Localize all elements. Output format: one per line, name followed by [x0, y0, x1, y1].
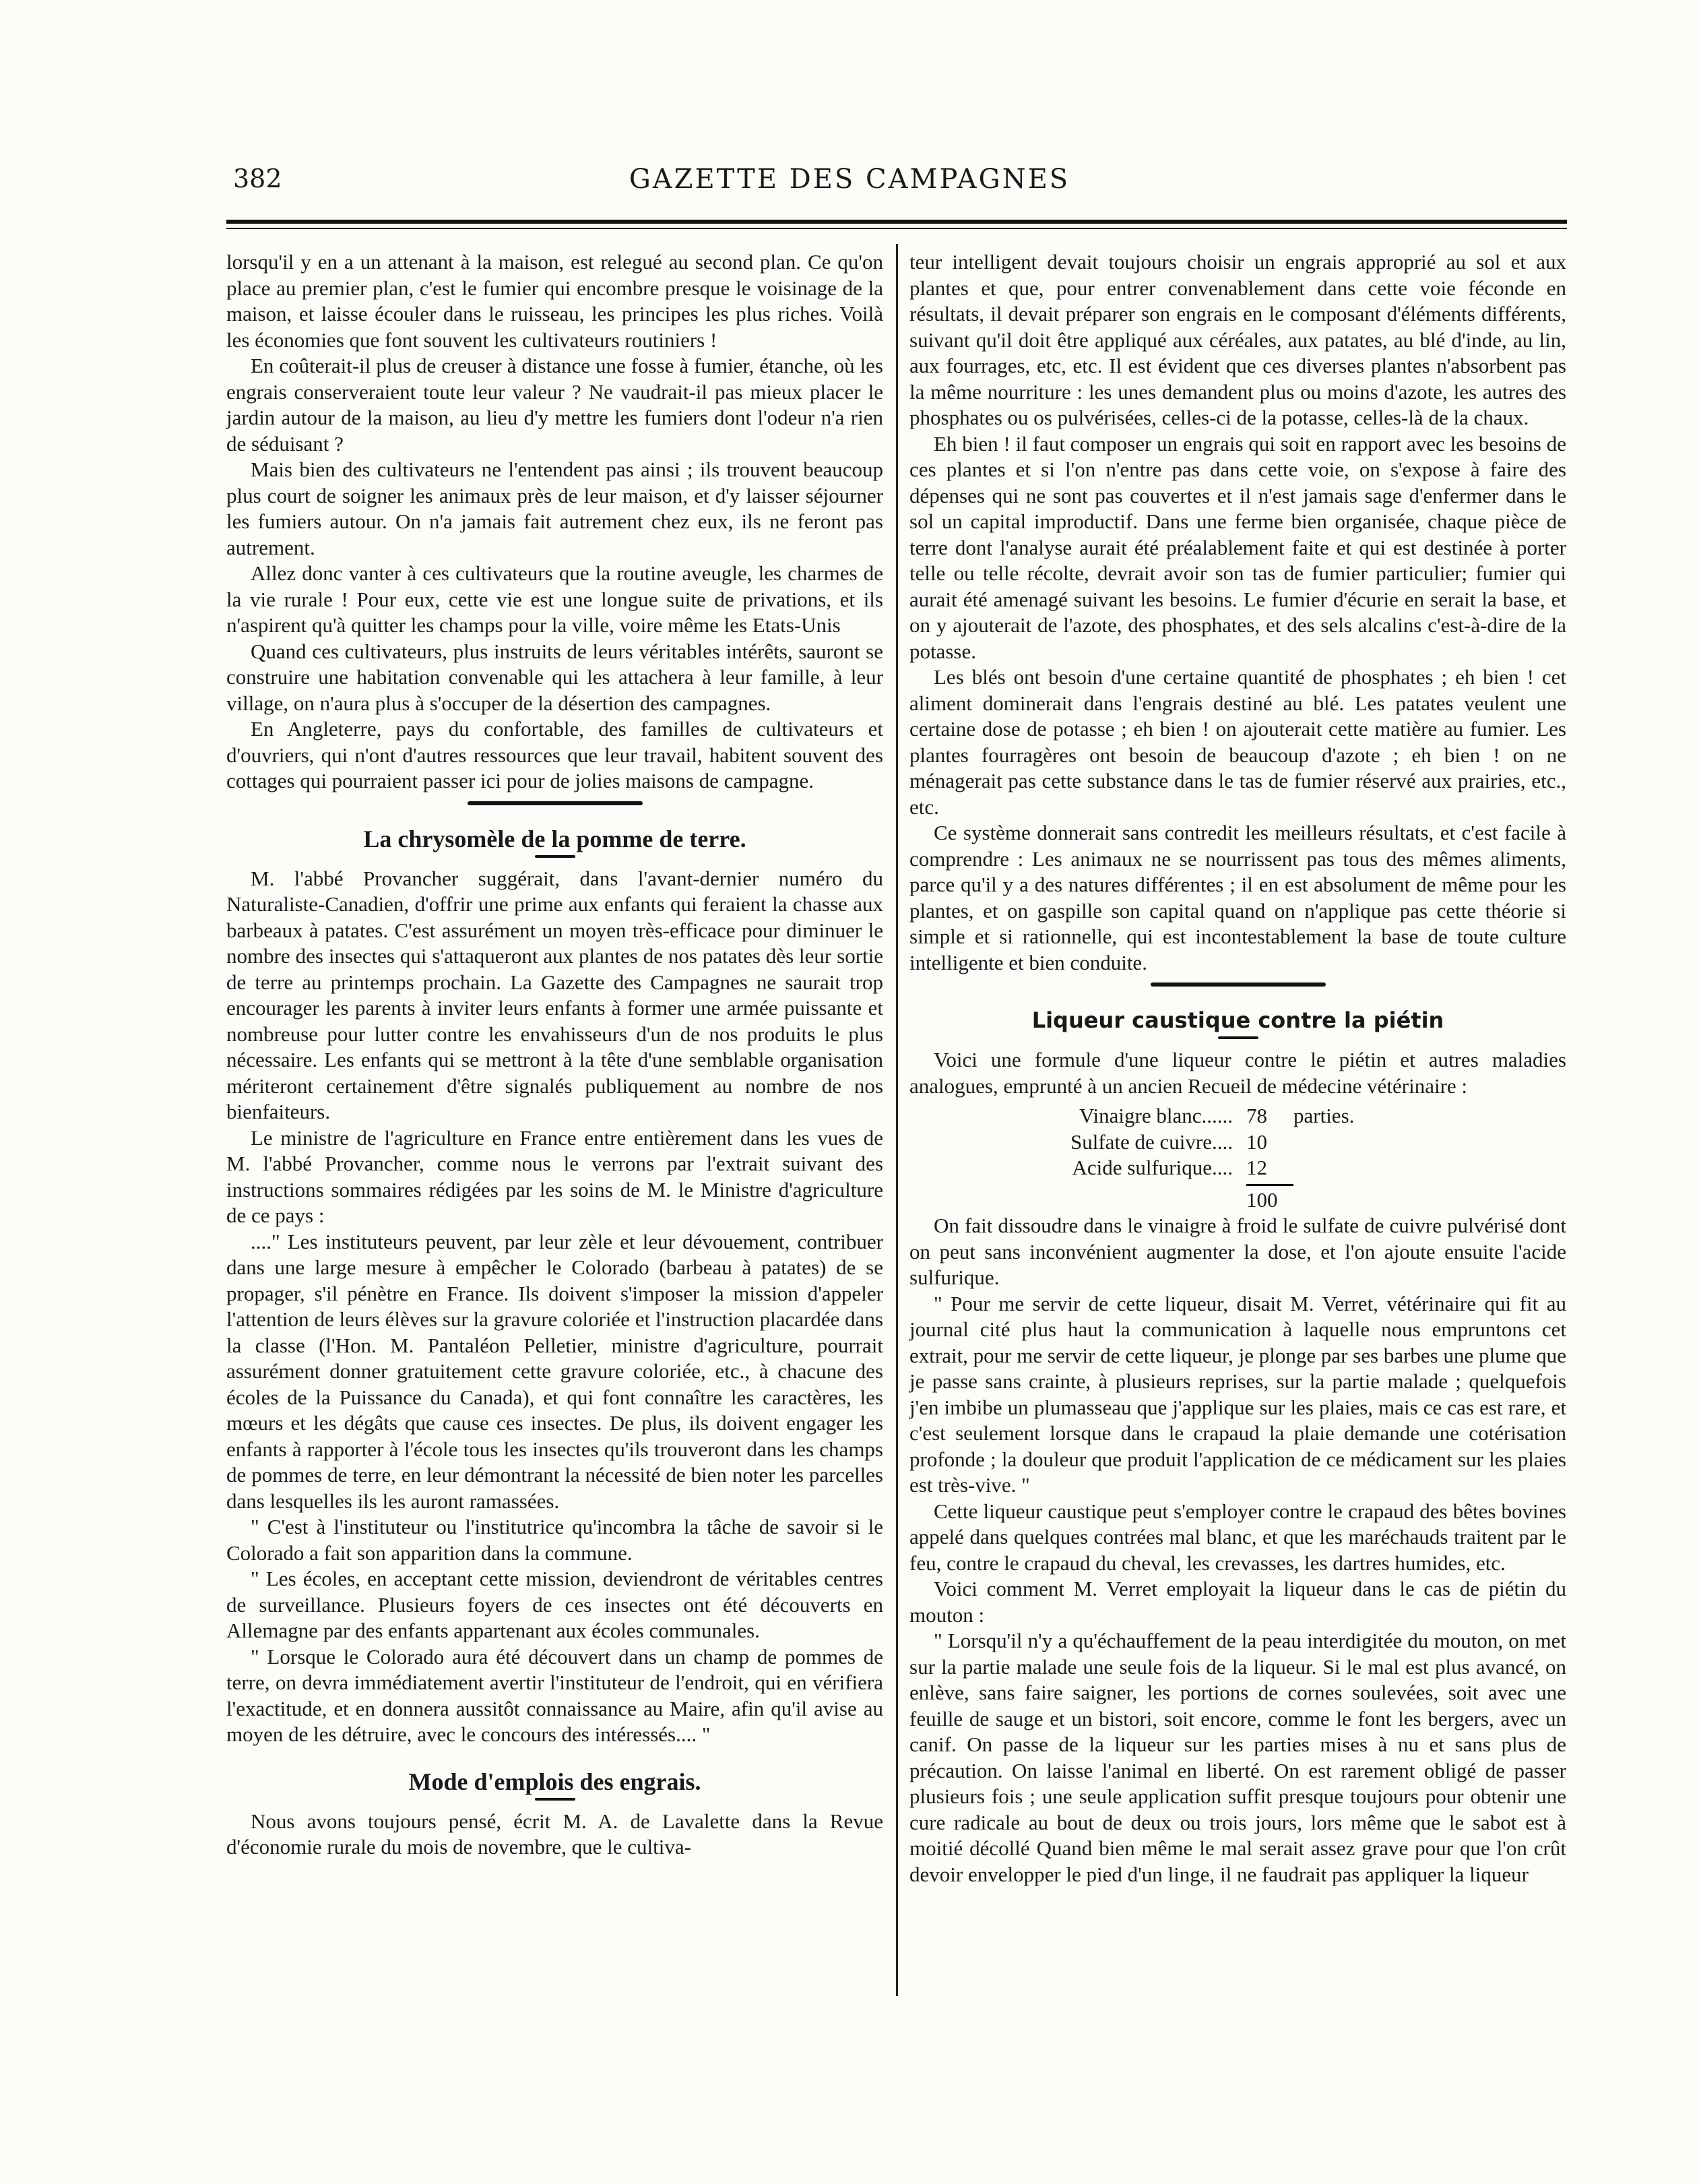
paragraph: En Angleterre, pays du confortable, des familles de cultivateurs et d'ouvriers, qui n'ont d'autres ressources que leur travail, habitent souvent des cottages qui pourraient passer ici pour de jolies maisons de campagne.: [226, 717, 883, 792]
paragraph: M. l'abbé Provancher suggérait, dans l'avant-dernier numéro du Naturaliste-Canadien, d'offrir une prime aux enfants qui feraient la chasse aux barbeaux à patates. C'est assurément un moyen très-efficace pour diminuer le nombre des insectes qui s'attaqueront aux plantes de nos patates dès leur sortie de terre au printemps prochain. La Gazette des Campagnes ne saurait trop encourager les parents à inviter leurs enfants à former une armée puissante et nombreuse pour lutter contre les envahisseurs d'un de nos produits le plus nécessaire. Les enfants qui se mettront à la tête d'une semblable organisation mériteront certainement d'être signalés publiquement au nombre de nos bienfaiteurs.: [226, 866, 883, 1123]
recipe-ingredient: Sulfate de cuivre....: [1070, 1129, 1233, 1154]
recipe-total: 100: [1246, 1187, 1278, 1212]
paragraph: Voici une formule d'une liqueur contre le piétin et autres maladies analogues, emprunté à un ancien Recueil de médecine vétérinaire :: [909, 1048, 1566, 1098]
recipe-quantity: 12: [1246, 1156, 1267, 1179]
left-column: [226, 249, 883, 1861]
recipe-quantity: 10: [1246, 1129, 1267, 1154]
column-divider: [896, 244, 898, 1996]
paragraph: " Pour me servir de cette liqueur, disait M. Verret, vétérinaire qui fit au journal cité plus haut la communication à laquelle nous empruntons cet extrait, pour me servir de cette liqueur, je plonge par ses barbes une plume que je passe sans crainte, à plusieurs reprises, sur la partie malade ; quelquefois j'en imbibe un plumasseau que j'applique sur les plaies, mais ce cas est rare, et c'est seulement lorsque dans le crapaud la plaie demande une cotérisation profonde ; la douleur que produit l'application de ce médicament sur les plaies est très-vive. ": [909, 1291, 1566, 1497]
recipe-row: [1044, 1129, 1408, 1156]
ornament-rule: [535, 1798, 575, 1801]
right-column: [909, 249, 1566, 1887]
paragraph: Ce système donnerait sans contredit les meilleurs résultats, et c'est facile à comprendre : Les animaux ne se nourrissent pas tous des mêmes aliments, parce qu'il y a des natures différentes ; il en est absolument de même pour les plantes, et on gaspille son capital quand on n'applique pas cette théorie si simple et si rationnelle, qui est incontestablement la base de toute culture intelligente et bien conduite.: [909, 821, 1566, 974]
ornament-rule: [535, 855, 575, 858]
recipe-row: [1044, 1103, 1408, 1129]
paragraph: Les blés ont besoin d'une certaine quantité de phosphates ; eh bien ! cet aliment dominerait dans l'engrais destiné au blé. Les patates veulent une certaine dose de potasse ; eh bien ! on ajouterait cette matière au fumier. Les plantes fourragères ont besoin de beaucoup d'azote ; eh bien ! on ne ménagerait pas cette substance dans le tas de fumier réservé aux prairies, etc., etc.: [909, 665, 1566, 819]
paragraph: lorsqu'il y en a un attenant à la maison, est relegué au second plan. Ce qu'on place au premier plan, c'est le fumier qui encombre presque le voisinage de la maison, et laisse écouler dans le ruisseau, les principes les plus riches. Voilà les économies que font souvent les cultivateurs routiniers !: [226, 250, 883, 352]
paragraph: Le ministre de l'agriculture en France entre entièrement dans les vues de M. l'abbé Provancher, comme nous le verrons par l'extrait suivant des instructions sommaires rédigées par les soins de M. le Ministre d'agriculture de ce pays :: [226, 1125, 883, 1227]
paragraph: Mais bien des cultivateurs ne l'entendent pas ainsi ; ils trouvent beaucoup plus court de soigner les animaux près de leur maison, et d'y laisser séjourner les fumiers autour. On n'a jamais fait autrement chez eux, ils ne feront pas autrement.: [226, 458, 883, 559]
page-number: 382: [233, 164, 282, 193]
article-title-engrais: Mode d'emplois des engrais.: [408, 1768, 701, 1795]
recipe-table: [1044, 1103, 1408, 1213]
ornament-rule: [468, 801, 643, 805]
recipe-row: [1044, 1155, 1408, 1181]
paragraph: Cette liqueur caustique peut s'employer contre le crapaud des bêtes bovines appelé dans quelques contrées mal blanc, et que les maréchauds traitent par le feu, contre le crapaud du cheval, les crevasses, les dartres humides, etc.: [909, 1499, 1566, 1575]
paragraph: teur intelligent devait toujours choisir un engrais approprié au sol et aux plantes et que, pour entrer convenablement dans cette voie féconde en résultats, il devait préparer son engrais en le composant d'éléments différents, suivant qu'il doit être appliqué aux céréales, aux patates, au blé d'inde, au lin, aux fourrages, etc, etc. Il est évident que ces diverses plantes n'absorbent pas la même nourriture : les unes demandent plus ou moins d'azote, les autres des phosphates ou os pulvérisées, celles-ci de la potasse, celles-là de la chaux.: [909, 250, 1566, 429]
paragraph: On fait dissoudre dans le vinaigre à froid le sulfate de cuivre pulvérisé dont on peut sans inconvénient augmenter la dose, et l'on ajoute ensuite l'acide sulfurique.: [909, 1214, 1566, 1289]
paragraph: Eh bien ! il faut composer un engrais qui soit en rapport avec les besoins de ces plantes et si l'on n'entre pas dans cette voie, on s'expose à faire des dépenses qui ne sont pas couvertes et il n'est jamais sage d'enfermer dans le sol un capital improductif. Dans une ferme bien organisée, chaque pièce de terre dont l'analyse aurait été préalablement faite et qui est destinée à porter telle ou telle récolte, devrait avoir son tas de fumier particulier; fumier qui aurait été amenagé suivant les besoins. Le fumier d'écurie en serait la base, et on y ajouterait de l'azote, des phosphates, et des sels alcalins c'est-à-dire de la potasse.: [909, 431, 1566, 663]
recipe-quantity: 78: [1246, 1104, 1267, 1127]
article-title-liqueur: Liqueur caustique contre la piétin: [1031, 1007, 1444, 1033]
ornament-rule: [1218, 1036, 1258, 1039]
paragraph: " C'est à l'instituteur ou l'institutrice qu'incombra la tâche de savoir si le Colorado a fait son apparition dans la commune.: [226, 1515, 883, 1565]
recipe-total-rule: [1246, 1184, 1293, 1186]
paragraph: " Lorsqu'il n'y a qu'échauffement de la peau interdigitée du mouton, on met sur la partie malade une seule fois de la liqueur. Si le mal est plus avancé, on enlève, sans faire saigner, les portions de cornes soulevées, soit avec une feuille de sauge et un bistori, soit encore, comme le font les bergers, avec un canif. On passe de la liqueur sur les parties mises à nu et sans plus de précaution. On laisse l'animal en liberté. On est rarement obligé de passer plusieurs fois ; une seule application suffit presque toujours pour obtenir une cure radicale au bout de deux ou trois jours, lors même que le sabot est à moitié décollé Quand bien même le mal serait assez grave pour que l'on crût devoir envelopper le pied d'un linge, il ne faudrait pas appliquer la liqueur: [909, 1629, 1566, 1886]
paragraph: Quand ces cultivateurs, plus instruits de leurs véritables intérêts, sauront se construire une habitation convenable qui les attachera à leur famille, à leur village, on n'aura plus à s'occuper de la désertion des campagnes.: [226, 639, 883, 715]
header-rule-thin: [226, 228, 1567, 229]
paragraph: Allez donc vanter à ces cultivateurs que la routine aveugle, les charmes de la vie rurale ! Pour eux, cette vie est une longue suite de privations, et ils n'aspirent qu'à quitter les champs pour la ville, voire même les Etats-Unis: [226, 561, 883, 637]
article-title-chrysomele: La chrysomèle de la pomme de terre.: [363, 825, 746, 852]
paragraph: Nous avons toujours pensé, écrit M. A. de Lavalette dans la Revue d'économie rurale du mois de novembre, que le cultiva-: [226, 1809, 883, 1859]
header-rule-thick: [226, 220, 1567, 224]
recipe-unit: parties.: [1293, 1104, 1355, 1127]
ornament-rule: [1151, 982, 1326, 987]
recipe-ingredient: Acide sulfurique....: [1072, 1156, 1233, 1179]
paragraph: En coûterait-il plus de creuser à distance une fosse à fumier, étanche, où les engrais conserveraient toute leur valeur ? Ne vaudrait-il pas mieux placer le jardin autour de la maison, au lieu d'y mettre les fumiers dont l'odeur n'a rien de séduisant ?: [226, 354, 883, 456]
paragraph: " Lorsque le Colorado aura été découvert dans un champ de pommes de terre, on devra immédiatement avertir l'instituteur de l'endroit, qui en vérifiera l'exactitude, et en donnera aussitôt connaissance au Maire, afin qu'il avise au moyen de les détruire, avec le concours des intéressés.... ": [226, 1644, 883, 1746]
recipe-ingredient: Vinaigre blanc......: [1079, 1104, 1233, 1127]
paragraph: " Les écoles, en acceptant cette mission, deviendront de véritables centres de surveillance. Plusieurs foyers de ces insectes ont été découverts en Allemagne par des enfants appartenant aux écoles communales.: [226, 1567, 883, 1642]
paragraph: Voici comment M. Verret employait la liqueur dans le cas de piétin du mouton :: [909, 1577, 1566, 1627]
running-head: GAZETTE DES CAMPAGNES: [629, 164, 1070, 195]
paragraph: ...." Les instituteurs peuvent, par leur zèle et leur dévouement, contribuer dans une large mesure à empêcher le Colorado (barbeau à patates) de se propager, s'il pénètre en France. Ils doivent s'imposer la mission d'appeler l'attention de leurs élèves sur la gravure coloriée et l'instruction placardée dans la classe (l'Hon. M. Pantaléon Pelletier, ministre d'agriculture, pourrait assurément donner gratuitement cette gravure coloriée, etc., à chacune des écoles de la Puissance du Canada), et qui font connaître les caractères, les mœurs et les dégâts que cause ces insectes. De plus, ils doivent engager les enfants à rapporter à l'école tous les insectes qu'ils trouveront dans les champs de pommes de terre, en leur démontrant la nécessité de bien noter les parcelles dans lesquelles ils les auront ramassées.: [226, 1229, 883, 1513]
